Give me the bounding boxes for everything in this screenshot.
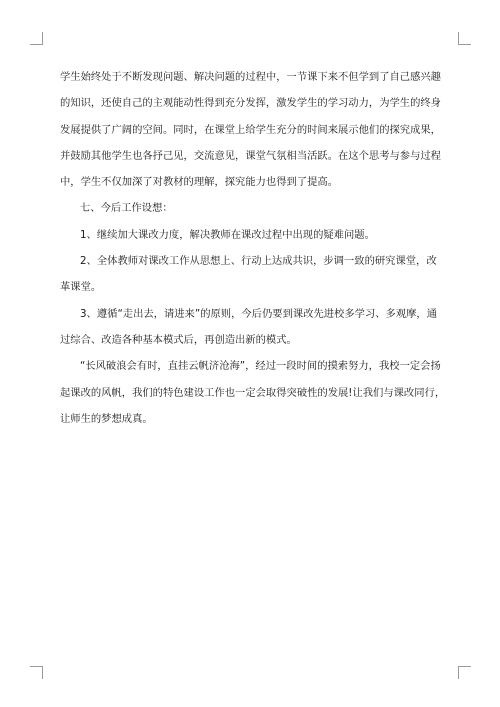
document-body bbox=[60, 64, 444, 432]
text-line: 中，学生不仅加深了对教材的理解，探究能力也得到了提高。 bbox=[60, 176, 339, 189]
text-line: 起课改的风帆，我们的特色建设工作也一定会取得突破性的发展!让我们与课改同行， bbox=[60, 386, 446, 399]
section-heading-future-plans bbox=[60, 195, 444, 221]
closing-paragraph bbox=[60, 353, 444, 432]
text-line: 七、今后工作设想： bbox=[80, 202, 173, 215]
text-line: 2、全体教师对课改工作从思想上、行动上达成共识，步调一致的研究课堂，改 bbox=[80, 255, 437, 268]
list-item-2 bbox=[60, 248, 444, 301]
text-line: 并鼓励其他学生也各抒己见，交流意见，课堂气氛相当活跃。在这个思考与参与过程 bbox=[60, 149, 441, 162]
paragraph-continuation bbox=[60, 64, 444, 195]
text-line: 过综合、改造各种基本模式后，再创造出新的模式。 bbox=[60, 333, 297, 346]
text-line: 3、遵循“走出去，请进来”的原则，今后仍要到课改先进校多学习、多观摩，通 bbox=[80, 307, 438, 320]
text-line: 1、继续加大课改力度，解决教师在课改过程中出现的疑难问题。 bbox=[80, 228, 375, 241]
list-item-3 bbox=[60, 301, 444, 354]
text-line: 学生始终处于不断发现问题、解决问题的过程中，一节课下来不但学到了自己感兴趣 bbox=[60, 71, 441, 83]
crop-mark-bottom-left bbox=[30, 666, 43, 679]
text-line: 革课堂。 bbox=[60, 281, 102, 294]
crop-mark-top-left bbox=[30, 32, 43, 45]
text-line: 的知识，还使自己的主观能动性得到充分发挥，激发学生的学习动力，为学生的终身 bbox=[60, 97, 441, 110]
crop-mark-top-right bbox=[458, 32, 471, 45]
list-item-1 bbox=[60, 222, 444, 248]
text-line: 让师生的梦想成真。 bbox=[60, 412, 153, 425]
text-line: 发展提供了广阔的空间。同时，在课堂上给学生充分的时间来展示他们的探究成果， bbox=[60, 123, 441, 136]
text-line: “长风破浪会有时，直挂云帆济沧海”，经过一段时间的摸索努力，我校一定会扬 bbox=[80, 360, 441, 373]
crop-mark-bottom-right bbox=[458, 666, 471, 679]
